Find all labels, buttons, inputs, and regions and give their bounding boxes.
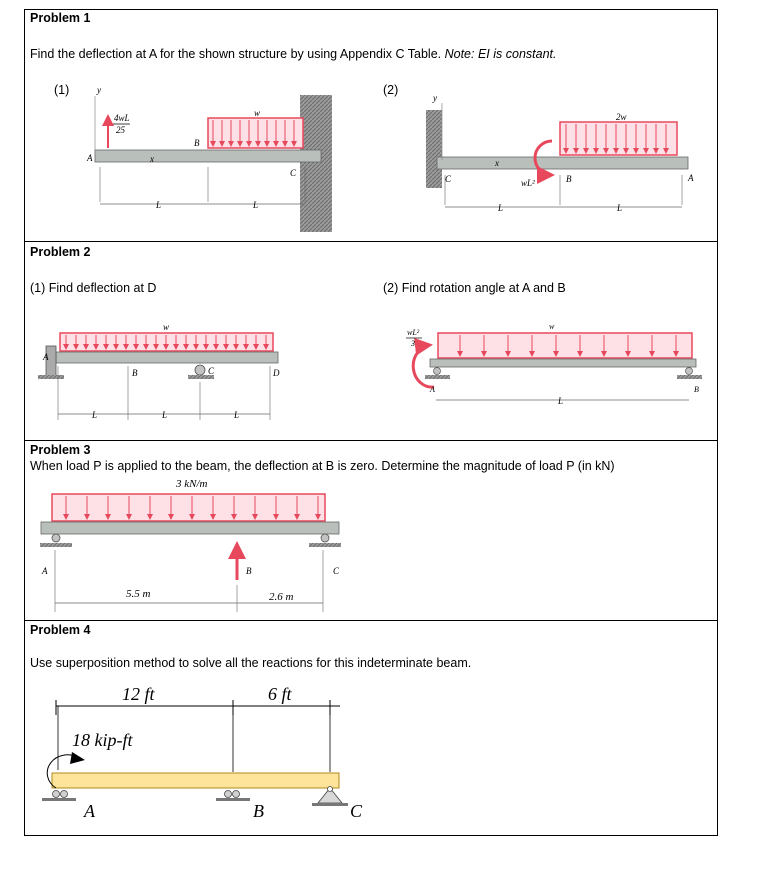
- p3-point-C: C: [333, 566, 340, 576]
- p4-point-C: C: [350, 801, 363, 821]
- p1f2-span-left: L: [498, 203, 504, 213]
- p3-support-C: [321, 534, 329, 542]
- p1f1-point-B: B: [194, 138, 200, 148]
- p1f1-load-label: w: [254, 108, 261, 118]
- p3-point-B: B: [246, 566, 252, 576]
- problem4-instruction: Use superposition method to solve all the reactions for this indeterminate beam.: [30, 656, 472, 670]
- problem3-instruction: When load P is applied to the beam, the deflection at B is zero. Determine the magnitude of load P (in kN): [30, 459, 615, 473]
- p1f2-point-C: C: [445, 174, 452, 184]
- p1f2-point-B: B: [566, 174, 572, 184]
- p3-span-left: 5.5 m: [126, 588, 151, 600]
- problem4-heading: Problem 4: [30, 623, 91, 637]
- p2f1-span3: L: [234, 410, 240, 420]
- p1f1-beam: [95, 150, 321, 162]
- p4-span-left: 12 ft: [122, 684, 155, 704]
- p4-point-A: A: [84, 801, 95, 821]
- p2f2-support-A: [434, 368, 441, 375]
- p2f1-point-D: D: [273, 368, 280, 378]
- p4-moment-label: 18 kip-ft: [72, 730, 133, 750]
- problem2-part2: (2) Find rotation angle at A and B: [383, 281, 566, 295]
- p2f1-distributed-load: [60, 333, 273, 351]
- p1f1-reaction-bottom: 25: [116, 125, 125, 135]
- p1f1-distributed-load: [208, 118, 303, 148]
- p1f2-moment-label: wL²: [521, 178, 535, 188]
- p1f2-y-label: y: [433, 93, 437, 103]
- p1f1-span-right: L: [253, 200, 259, 210]
- p1f2-beam: [437, 157, 688, 169]
- p2f1-point-B: B: [132, 368, 138, 378]
- problem1-instruction: Find the deflection at A for the shown structure by using Appendix C Table. Note: EI is constant.: [30, 47, 557, 61]
- p4-moment-arrowhead: [70, 752, 85, 764]
- p2f2-support-B: [686, 368, 693, 375]
- p1-fig2: [426, 93, 694, 213]
- p1f2-distributed-load: [560, 122, 677, 155]
- p1f1-x-label: x: [150, 154, 154, 164]
- p1f1-point-C: C: [290, 168, 297, 178]
- p2f2-moment-bottom: 3: [411, 339, 415, 348]
- p4-support-A: [53, 791, 60, 798]
- problem1-heading: Problem 1: [30, 11, 91, 25]
- p2f2-moment-top: wL²: [407, 328, 420, 337]
- p1f2-wall: [426, 110, 442, 188]
- p3-beam: [41, 522, 339, 534]
- p2f2-beam: [430, 359, 696, 367]
- p1f2-point-A: A: [688, 173, 694, 183]
- p3-point-A: A: [42, 566, 48, 576]
- p2f1-roller-C: [195, 365, 205, 375]
- p2f1-span1: L: [92, 410, 98, 420]
- problem2-heading: Problem 2: [30, 245, 91, 259]
- p4-fig: [42, 684, 363, 821]
- problem2-part1: (1) Find deflection at D: [30, 281, 157, 295]
- p4-point-B: B: [253, 801, 264, 821]
- p2f1-load-label: w: [163, 322, 170, 332]
- p3-distributed-load: [52, 494, 325, 521]
- p4-support-B: [225, 791, 232, 798]
- p1f2-span-right: L: [617, 203, 623, 213]
- p2f2-point-A: A: [430, 385, 435, 394]
- p3-support-A: [52, 534, 60, 542]
- p3-span-right: 2.6 m: [269, 591, 294, 603]
- p1f1-span-left: L: [156, 200, 162, 210]
- p1f1-y-label: y: [97, 85, 101, 95]
- problem1-note: Note: EI is constant.: [444, 47, 557, 61]
- p2-fig2: [406, 322, 702, 406]
- p2f1-beam: [56, 352, 278, 363]
- p2f2-load-label: w: [549, 322, 555, 331]
- p3-fig: [40, 478, 341, 612]
- p2f1-point-C: C: [208, 366, 215, 376]
- p1f1-reaction-top: 4wL: [114, 113, 130, 123]
- p2f2-span: L: [558, 396, 564, 406]
- p3-load-label: 3 kN/m: [176, 478, 208, 490]
- p2f1-span2: L: [162, 410, 168, 420]
- problem3-heading: Problem 3: [30, 443, 91, 457]
- p2f2-point-B: B: [694, 385, 699, 394]
- p1f1-point-A: A: [87, 153, 93, 163]
- p1-fig1: [86, 85, 332, 232]
- p2f1-point-A: A: [43, 352, 49, 362]
- p4-beam: [52, 773, 339, 788]
- p1f2-load-label: 2w: [616, 112, 627, 122]
- p2f2-distributed-load: [438, 333, 692, 358]
- p1f2-x-label: x: [495, 158, 499, 168]
- p1f1-wall: [300, 95, 332, 232]
- problem1-fig1-tag: (1): [54, 83, 70, 97]
- problem1-fig2-tag: (2): [383, 83, 399, 97]
- p4-span-right: 6 ft: [268, 684, 292, 704]
- p2-fig1: [38, 322, 280, 420]
